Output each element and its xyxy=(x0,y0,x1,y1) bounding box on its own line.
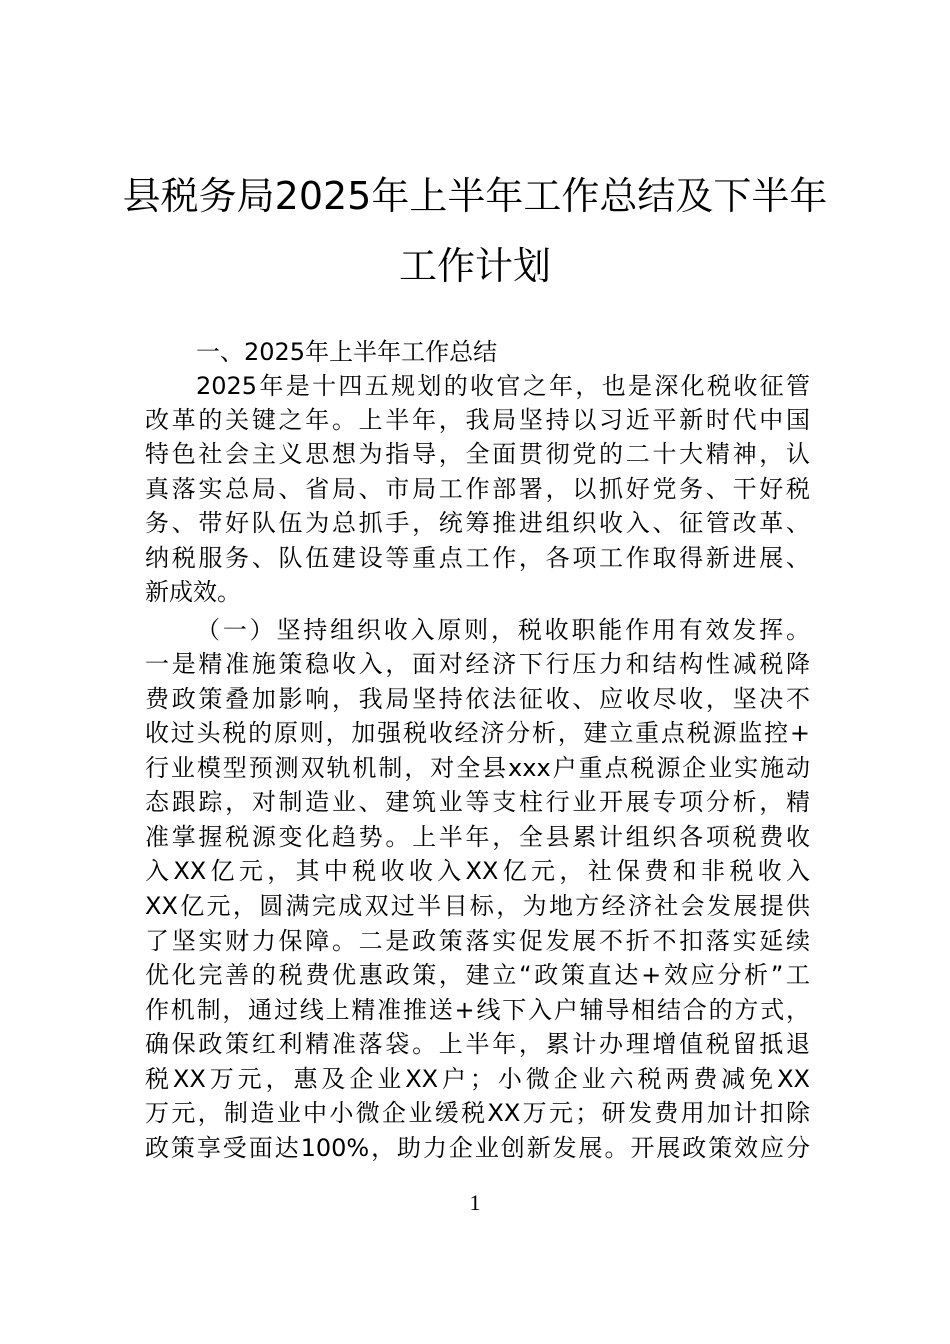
page-number: 1 xyxy=(469,1190,481,1215)
paragraph-line: 准掌握税源变化趋势。上半年，全县累计组织各项税费收 xyxy=(145,823,810,851)
paragraph-line: （一）坚持组织收入原则，税收职能作用有效发挥。 xyxy=(196,616,810,644)
paragraph-line: 新成效。 xyxy=(145,578,241,606)
paragraph-line: 入XX亿元，其中税收收入XX亿元，社保费和非税收入 xyxy=(145,857,810,885)
paragraph-line: 作机制，通过线上精准推送+线下入户辅导相结合的方式， xyxy=(145,996,810,1024)
paragraph-line: 税XX万元，惠及企业XX户；小微企业六税两费减免XX xyxy=(145,1065,810,1093)
paragraph-line: 态跟踪，对制造业、建筑业等支柱行业开展专项分析，精 xyxy=(145,788,810,816)
document-title-line-2: 工作计划 xyxy=(398,244,551,288)
section-heading: 一、2025年上半年工作总结 xyxy=(196,338,498,366)
paragraph-line: 真落实总局、省局、市局工作部署，以抓好党务、干好税 xyxy=(145,475,810,503)
paragraph-line: 费政策叠加影响，我局坚持依法征收、应收尽收，坚决不 xyxy=(145,685,810,713)
paragraph-line: 优化完善的税费优惠政策，建立“政策直达+效应分析”工 xyxy=(145,961,810,989)
paragraph-line: 确保政策红利精准落袋。上半年，累计办理增值税留抵退 xyxy=(145,1030,810,1058)
paragraph-line: 了坚实财力保障。二是政策落实促发展不折不扣落实延续 xyxy=(145,927,810,955)
paragraph-line: 改革的关键之年。上半年，我局坚持以习近平新时代中国 xyxy=(145,406,810,434)
document-title-line-1: 县税务局2025年上半年工作总结及下半年 xyxy=(122,174,828,218)
paragraph-line: 2025年是十四五规划的收官之年，也是深化税收征管 xyxy=(196,372,810,400)
paragraph-line: 务、带好队伍为总抓手，统筹推进组织收入、征管改革、 xyxy=(145,509,810,537)
paragraph-line: 行业模型预测双轨机制，对全县xxx户重点税源企业实施动 xyxy=(145,754,810,782)
paragraph-line: XX亿元，圆满完成双过半目标，为地方经济社会发展提供 xyxy=(145,892,810,920)
paragraph-line: 收过头税的原则，加强税收经济分析，建立重点税源监控+ xyxy=(145,719,810,747)
paragraph-line: 一是精准施策稳收入，面对经济下行压力和结构性减税降 xyxy=(145,650,810,678)
paragraph-line: 政策享受面达100%，助力企业创新发展。开展政策效应分 xyxy=(145,1134,810,1162)
paragraph-line: 纳税服务、队伍建设等重点工作，各项工作取得新进展、 xyxy=(145,544,810,572)
paragraph-line: 万元，制造业中小微企业缓税XX万元；研发费用加计扣除 xyxy=(145,1099,810,1127)
paragraph-line: 特色社会主义思想为指导，全面贯彻党的二十大精神，认 xyxy=(145,440,810,468)
